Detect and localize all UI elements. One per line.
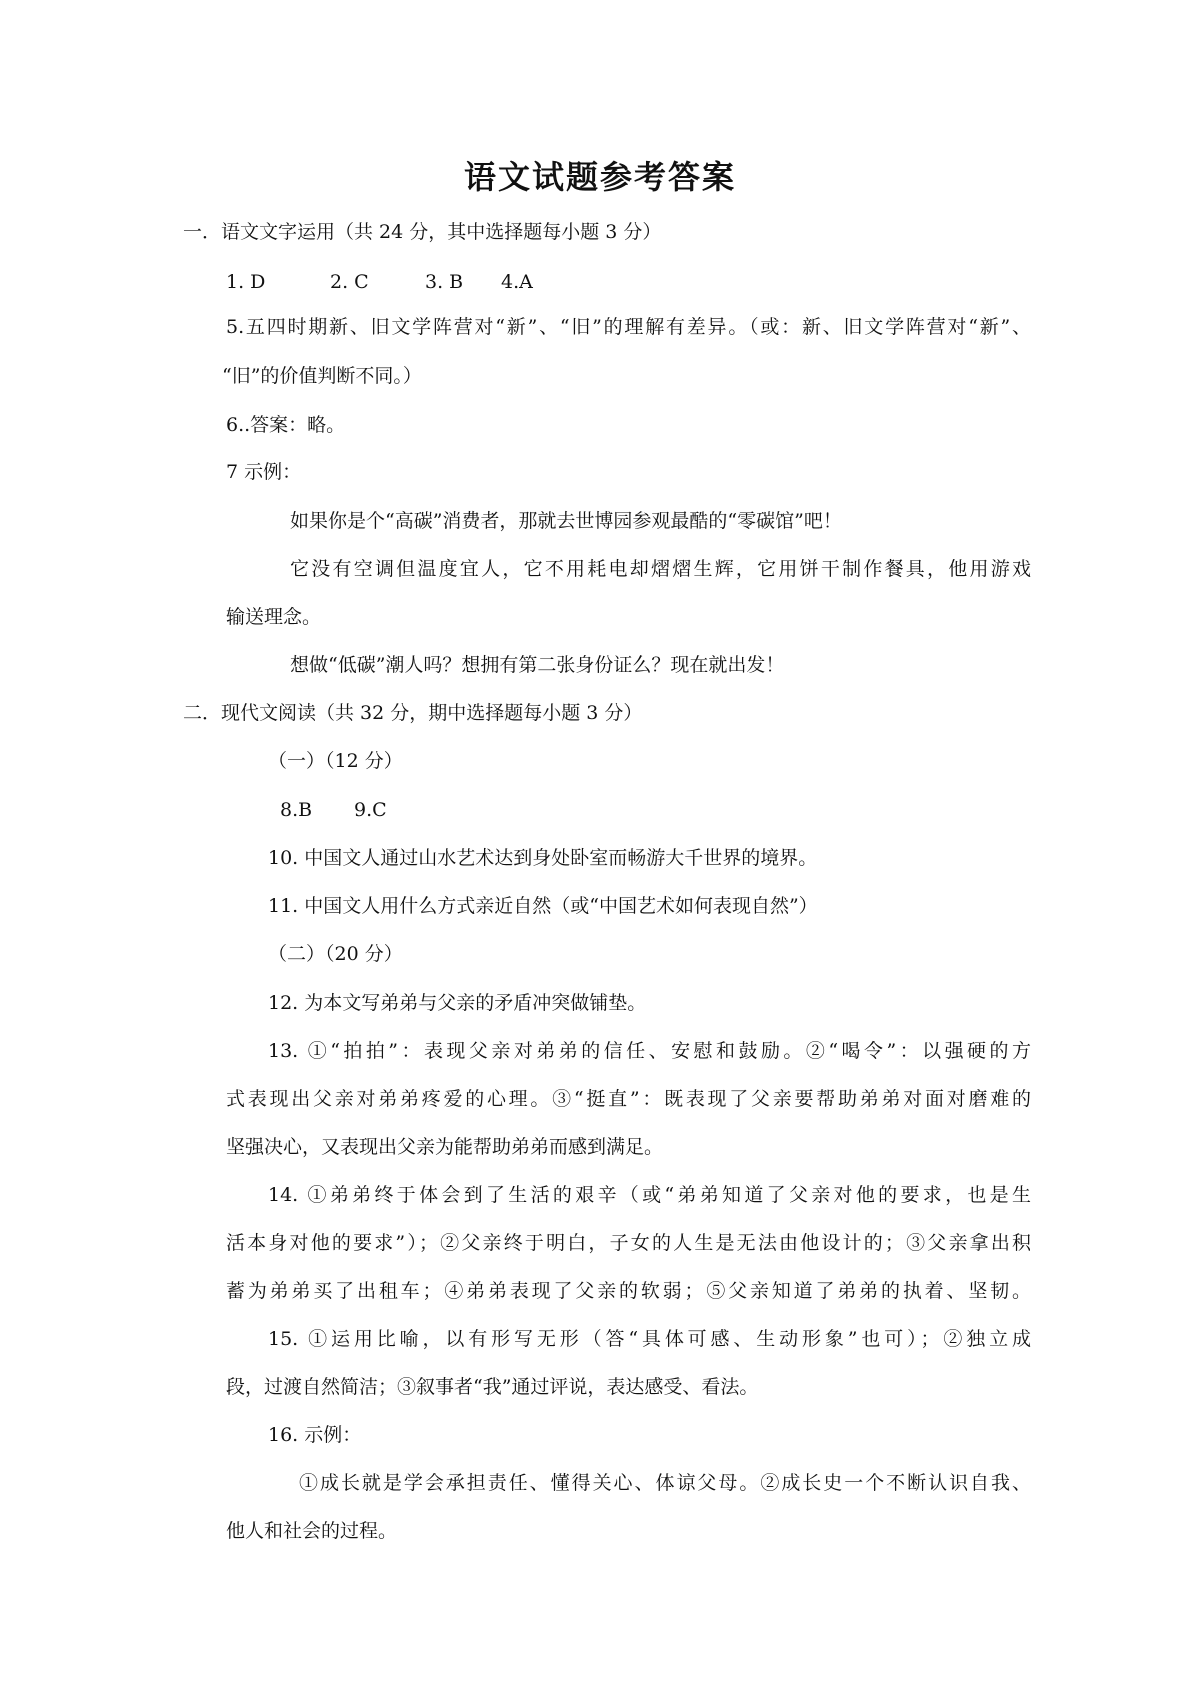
q16-line1: ①成长就是学会承担责任、懂得关心、体谅父母。②成长史一个不断认识自我、 [299,1472,1031,1494]
answer-9: 9.C [354,799,387,821]
answers-8-9 [280,796,387,824]
answer-8: 8.B [280,799,313,821]
q7-label: 7 示例： [226,461,302,483]
q7-line3: 输送理念。 [226,606,322,628]
answer-4: 4.A [501,271,533,293]
section2-heading: 二．现代文阅读（共 32 分，期中选择题每小题 3 分） [183,702,643,724]
q7-line4: 想做“低碳”潮人吗？想拥有第二张身份证么？现在就出发！ [290,654,785,676]
q5-line2: “旧”的价值判断不同。） [222,365,422,387]
q13-line2: 式表现出父亲对弟弟疼爱的心理。③“挺直”：既表现了父亲要帮助弟弟对面对磨难的 [226,1088,1031,1110]
q15-line1: 15. ①运用比喻，以有形写无形（答“具体可感、生动形象”也可）；②独立成 [268,1328,1031,1350]
section1-heading: 一．语文文字运用（共 24 分，其中选择题每小题 3 分） [183,221,662,243]
q16-label: 16. 示例： [268,1424,362,1446]
q7-line1: 如果你是个“高碳”消费者，那就去世博园参观最酷的“零碳馆”吧！ [290,510,842,532]
answers-1-4 [226,268,533,296]
q16-line2: 他人和社会的过程。 [226,1520,398,1542]
q5-line1: 5.五四时期新、旧文学阵营对“新”、“旧”的理解有差异。（或：新、旧文学阵营对“新”、 [226,316,1031,338]
q14-line1: 14. ①弟弟终于体会到了生活的艰辛（或“弟弟知道了父亲对他的要求，也是生 [268,1184,1031,1206]
q11-answer: 11. 中国文人用什么方式亲近自然（或“中国艺术如何表现自然”） [268,895,818,917]
q10-answer: 10. 中国文人通过山水艺术达到身处卧室而畅游大千世界的境界。 [268,847,818,869]
part2-label: （二）（20 分） [268,943,403,965]
page-title: 语文试题参考答案 [463,158,736,196]
q12-answer: 12. 为本文写弟弟与父亲的矛盾冲突做铺垫。 [268,992,647,1014]
q15-line2: 段，过渡自然简洁；③叙事者“我”通过评说，表达感受、看法。 [226,1376,759,1398]
q14-line3: 蓄为弟弟买了出租车；④弟弟表现了父亲的软弱；⑤父亲知道了弟弟的执着、坚韧。 [226,1280,1031,1302]
q14-line2: 活本身对他的要求”）；②父亲终于明白，子女的人生是无法由他设计的；③父亲拿出积 [226,1232,1031,1254]
q13-line3: 坚强决心，又表现出父亲为能帮助弟弟而感到满足。 [226,1136,664,1158]
q13-line1: 13. ①“拍拍”：表现父亲对弟弟的信任、安慰和鼓励。②“喝令”：以强硬的方 [268,1040,1031,1062]
answer-1: 1. D [226,271,266,293]
q7-line2: 它没有空调但温度宜人，它不用耗电却熠熠生辉，它用饼干制作餐具，他用游戏 [290,558,1031,580]
q6-answer: 6..答案：略。 [226,414,346,436]
answer-3: 3. B [425,271,464,293]
answer-2: 2. C [330,271,369,293]
part1-label: （一）（12 分） [268,750,403,772]
